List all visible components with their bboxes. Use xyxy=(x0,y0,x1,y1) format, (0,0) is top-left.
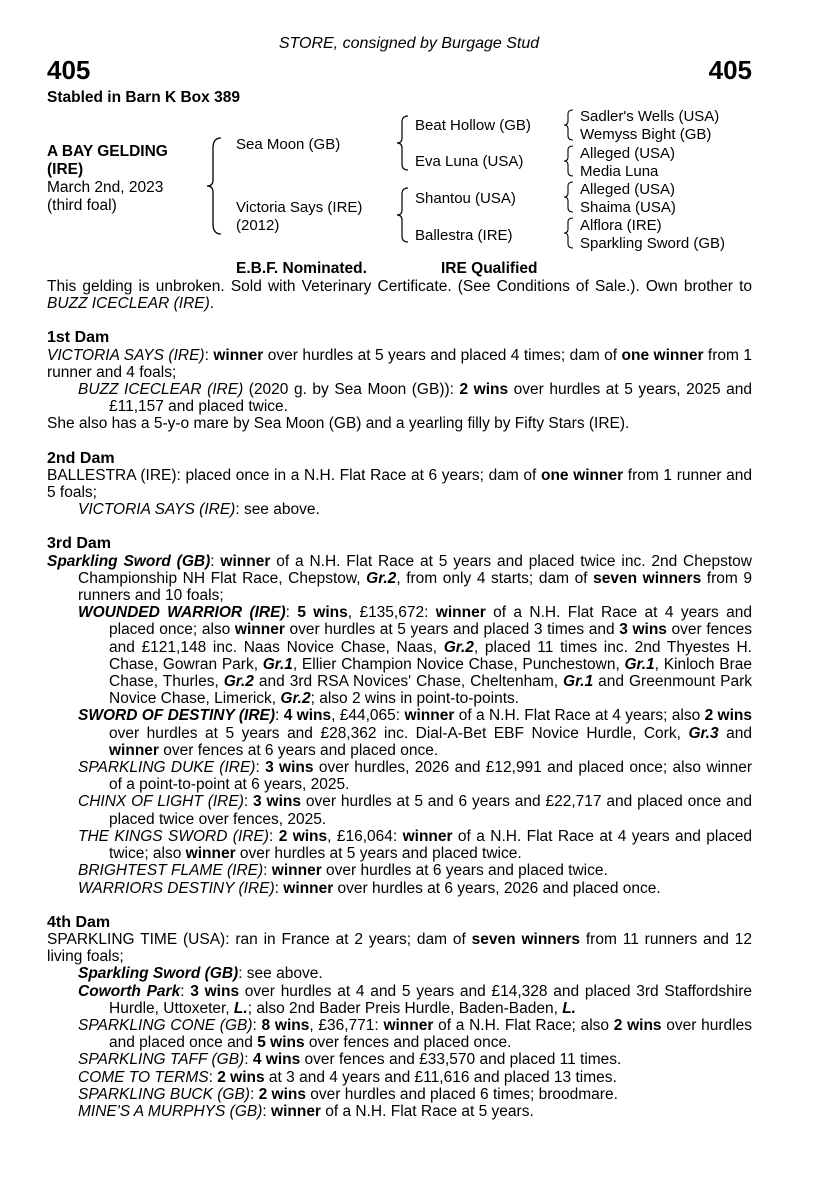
text-run: winner xyxy=(283,879,334,897)
text-run: VICTORIA SAYS (IRE) xyxy=(47,346,205,364)
horse-description xyxy=(47,143,168,215)
pedigree-sire-dam: Eva Luna (USA) xyxy=(415,153,524,170)
pedigree-brace-g1 xyxy=(563,108,575,142)
text-run: WOUNDED WARRIOR (IRE) xyxy=(78,604,286,622)
pedigree-g2: Wemyss Bight (GB) xyxy=(580,126,712,143)
text-run: , £135,672: xyxy=(347,604,436,622)
text-run: Gr.1 xyxy=(563,673,594,691)
text-run: : xyxy=(263,862,272,880)
dam4-entry xyxy=(47,931,752,965)
text-run: over hurdles at 5 years and £28,362 inc. Dial-A-Bet EBF Novice Hurdle, Cork, xyxy=(109,724,689,742)
text-run: of a N.H. Flat Race at 5 years and placed twice inc. 2nd Chepstow Championship NH Flat Race, Chepstow, xyxy=(78,552,752,587)
text-run: from 1 runner and 4 foals; xyxy=(47,346,752,381)
text-run: ; also 2 wins in point-to-points. xyxy=(310,690,520,708)
text-run: : xyxy=(249,1085,259,1103)
text-run: winner xyxy=(234,621,285,639)
text-run: . xyxy=(209,295,215,313)
text-run: from 9 runners and 10 foals; xyxy=(78,569,753,605)
dam4-produce-mines-a-murphys xyxy=(47,1103,752,1120)
lot-number-left: 405 xyxy=(47,55,91,85)
text-run: MINE'S A MURPHYS (GB) xyxy=(78,1102,263,1120)
pedigree-dam-year: (2012) xyxy=(236,217,280,234)
dam4-produce-come-to-terms xyxy=(47,1069,752,1086)
text-run: one winner xyxy=(541,466,624,484)
dam3-produce-brightest-flame xyxy=(47,862,752,879)
dam1-other-produce: She also has a 5-y-o mare by Sea Moon (GB) and a yearling filly by Fifty Stars (IRE). xyxy=(47,415,630,433)
text-run: winner xyxy=(213,346,264,364)
pedigree-brace-g3 xyxy=(563,180,575,214)
text-run: WARRIORS DESTINY (IRE) xyxy=(78,879,275,897)
dam2-produce xyxy=(47,501,752,518)
dam3-produce-sparkling-duke xyxy=(47,759,752,793)
text-run: winner xyxy=(402,827,453,845)
text-run: Sparkling Sword (GB) xyxy=(78,965,239,983)
text-run: over hurdles at 5 years and placed 4 times; dam of xyxy=(263,346,622,364)
ire-flag: IRE Qualified xyxy=(441,260,538,277)
text-run: from 11 runners and 12 living foals; xyxy=(47,930,753,966)
text-run: over fences and £33,570 and placed 11 times. xyxy=(300,1051,622,1069)
text-run: This gelding is unbroken. Sold with Veterinary Certificate. (See Conditions of Sale.). Own brother to xyxy=(47,278,752,295)
text-run: winner xyxy=(404,707,455,725)
pedigree-g1: Sadler's Wells (USA) xyxy=(580,108,720,125)
text-run: over hurdles at 6 years, 2026 and placed once. xyxy=(333,879,661,897)
dam4-produce-sparkling-sword xyxy=(47,965,752,982)
text-run: of a N.H. Flat Race at 4 years and placed twice; also xyxy=(109,827,752,863)
pedigree-g8: Sparkling Sword (GB) xyxy=(580,235,726,252)
dam4-produce-sparkling-taff xyxy=(47,1051,752,1068)
text-run: over hurdles at 5 and 6 years and £22,717 and placed once and placed twice over fences, 2025. xyxy=(109,793,752,828)
text-run: winner xyxy=(185,845,236,863)
text-run: seven winners xyxy=(593,569,702,587)
text-run: Gr.1 xyxy=(624,655,655,673)
text-run: of a N.H. Flat Race at 4 years; also xyxy=(454,707,705,725)
section-heading-dam2: 2nd Dam xyxy=(47,449,115,467)
text-run: over hurdles at 6 years and placed twice. xyxy=(321,862,608,880)
text-run: Gr.3 xyxy=(688,724,719,742)
text-run: : xyxy=(262,1102,272,1120)
text-run: : xyxy=(204,346,214,364)
text-run: : xyxy=(268,827,279,845)
pedigree-g4: Media Luna xyxy=(580,163,659,180)
horse-name: A BAY GELDING xyxy=(47,143,168,160)
text-run: Gr.2 xyxy=(223,673,254,691)
text-run: and Greenmount Park Novice Chase, Limerick, xyxy=(109,673,752,708)
text-run: 2 wins xyxy=(258,1085,306,1103)
text-run: COME TO TERMS xyxy=(78,1068,209,1086)
text-run: over hurdles at 5 years and placed 3 times and xyxy=(284,621,620,639)
dam1-produce xyxy=(47,381,752,415)
pedigree-g7: Alflora (IRE) xyxy=(580,217,662,234)
intro-text xyxy=(47,278,752,312)
text-run: : xyxy=(285,604,298,622)
text-run: seven winners xyxy=(471,930,581,948)
text-run: BUZZ ICECLEAR (IRE) xyxy=(47,295,210,313)
text-run: over hurdles at 5 years and placed twice. xyxy=(235,845,522,863)
text-run: over hurdles, 2026 and £12,991 and placed once; also winner of a point-to-point at 6 years, 2025. xyxy=(109,759,752,794)
text-run: over fences and £121,148 inc. Naas Novice Chase, Naas, xyxy=(109,621,752,656)
text-run: , £36,771: xyxy=(309,1016,384,1034)
text-run: one winner xyxy=(621,346,704,364)
text-run: : see above. xyxy=(235,501,320,519)
consignor-line: STORE, consigned by Burgage Stud xyxy=(278,35,540,52)
pedigree-g6: Shaima (USA) xyxy=(580,199,676,216)
pedigree-dam-sire: Shantou (USA) xyxy=(415,190,516,207)
dam3-produce-the-kings-sword xyxy=(47,828,752,862)
text-run: 5 wins xyxy=(297,604,348,622)
text-run: , £44,065: xyxy=(331,707,405,725)
text-run: : xyxy=(252,1016,262,1034)
text-run: BALLESTRA (IRE): placed once in a N.H. Flat Race at 6 years; dam of xyxy=(47,466,541,484)
text-run: winner xyxy=(220,552,271,570)
text-run: : xyxy=(275,707,284,725)
text-run: VICTORIA SAYS (IRE) xyxy=(78,501,236,519)
text-run: , placed 11 times inc. 2nd Thyestes H. Chase, Gowran Park, xyxy=(109,638,752,673)
section-heading-dam4: 4th Dam xyxy=(47,913,111,931)
text-run: of a N.H. Flat Race; also xyxy=(433,1016,614,1034)
text-run: from 1 runner and 5 foals; xyxy=(47,466,753,502)
text-run: at 3 and 4 years and £11,616 and placed 13 times. xyxy=(264,1068,617,1086)
lot-number-right: 405 xyxy=(708,55,752,85)
text-run: 5 wins xyxy=(257,1034,305,1052)
text-run: : see above. xyxy=(238,965,323,983)
text-run: , from only 4 starts; dam of xyxy=(396,569,594,587)
text-run: over hurdles at 5 years, 2025 and £11,157 and placed twice. xyxy=(109,381,752,416)
pedigree-g3: Alleged (USA) xyxy=(580,145,676,162)
text-run: of a N.H. Flat Race at 5 years. xyxy=(320,1102,534,1120)
text-run: : xyxy=(180,982,191,1000)
text-run: Gr.2 xyxy=(280,690,311,708)
text-run: 8 wins xyxy=(261,1016,310,1034)
dam2-entry xyxy=(47,467,752,501)
pedigree-dam: Victoria Says (IRE) xyxy=(236,199,363,216)
text-run: CHINX OF LIGHT (IRE) xyxy=(78,793,244,811)
text-run: winner xyxy=(271,1102,321,1120)
text-run: winner xyxy=(435,604,486,622)
text-run: 2 wins xyxy=(613,1016,662,1034)
text-run: winner xyxy=(271,862,322,880)
dam3-produce-chinx-of-light xyxy=(47,793,752,827)
text-run: over fences at 6 years and placed once. xyxy=(158,741,439,759)
section-heading-dam1: 1st Dam xyxy=(47,329,110,347)
foaling-date: March 2nd, 2023 xyxy=(47,179,164,196)
text-run: : xyxy=(255,759,266,777)
dam4-produce-sparkling-cone xyxy=(47,1017,752,1051)
pedigree-sire-sire: Beat Hollow (GB) xyxy=(415,117,531,134)
text-run: 3 wins xyxy=(619,621,667,639)
text-run: 4 wins xyxy=(283,707,332,725)
text-run: 3 wins xyxy=(253,793,301,811)
section-heading-dam3: 3rd Dam xyxy=(47,535,112,553)
text-run: : xyxy=(208,1068,218,1086)
text-run: 4 wins xyxy=(252,1051,301,1069)
dam1-entry xyxy=(47,347,752,381)
text-run: SPARKLING BUCK (GB) xyxy=(78,1085,250,1103)
text-run: Gr.2 xyxy=(366,569,397,587)
pedigree-brace-sire xyxy=(396,114,410,172)
dam4-produce-sparkling-buck xyxy=(47,1086,752,1103)
pedigree-dam-dam: Ballestra (IRE) xyxy=(415,227,513,244)
text-run: 3 wins xyxy=(265,759,314,777)
text-run: over hurdles and placed 6 times; broodmare. xyxy=(305,1085,618,1103)
text-run: BUZZ ICECLEAR (IRE) xyxy=(78,381,244,399)
pedigree-brace-g4 xyxy=(563,216,575,250)
text-run: Sparkling Sword (GB) xyxy=(47,552,211,570)
pedigree-brace-g2 xyxy=(563,144,575,178)
foal-note: (third foal) xyxy=(47,197,117,214)
text-run: of a N.H. Flat Race at 4 years and placed once; also xyxy=(109,604,752,639)
text-run: winner xyxy=(109,741,159,759)
pedigree-brace-main xyxy=(205,136,225,236)
dam3-entry xyxy=(47,553,752,605)
text-run: 2 wins xyxy=(217,1068,265,1086)
dam3-produce-warriors-destiny xyxy=(47,880,752,897)
text-run: over hurdles and placed once and xyxy=(109,1016,752,1052)
text-run: Gr.1 xyxy=(262,655,293,673)
catalogue-body xyxy=(47,278,752,1120)
horse-country: (IRE) xyxy=(47,161,84,178)
text-run: SPARKLING CONE (GB) xyxy=(78,1016,253,1034)
text-run: THE KINGS SWORD (IRE) xyxy=(78,827,269,845)
text-run: and 3rd RSA Novices' Chase, Cheltenham, xyxy=(253,673,564,691)
stabling-info: Stabled in Barn K Box 389 xyxy=(47,89,240,106)
pedigree-g5: Alleged (USA) xyxy=(580,181,676,198)
dam4-produce-coworth-park xyxy=(47,983,752,1017)
text-run: SPARKLING DUKE (IRE) xyxy=(78,759,256,777)
text-run: 3 wins xyxy=(190,982,240,1000)
text-run: over fences and placed once. xyxy=(304,1034,512,1052)
text-run: , Kinloch Brae Chase, Thurles, xyxy=(109,655,752,691)
text-run: : xyxy=(244,1051,253,1069)
pedigree-sire: Sea Moon (GB) xyxy=(236,136,341,153)
text-run: : xyxy=(210,552,221,570)
text-run: 2 wins xyxy=(704,707,752,725)
text-run: SWORD OF DESTINY (IRE) xyxy=(78,707,276,725)
text-run: winner xyxy=(383,1016,434,1034)
text-run: : xyxy=(274,879,284,897)
dam3-produce-sword-of-destiny xyxy=(47,707,752,759)
text-run: (2020 g. by Sea Moon (GB)): xyxy=(243,381,460,399)
text-run: and xyxy=(718,724,752,742)
text-run: , Ellier Champion Novice Chase, Punchestown, xyxy=(292,655,625,673)
ebf-flag: E.B.F. Nominated. xyxy=(236,260,367,277)
text-run: over hurdles at 4 and 5 years and £14,328 and placed 3rd Staffordshire Hurdle, Uttoxeter, xyxy=(109,982,752,1017)
text-run: L. xyxy=(233,999,248,1017)
text-run: : xyxy=(243,793,254,811)
pedigree-brace-dam xyxy=(396,186,410,244)
dam3-produce-wounded-warrior xyxy=(47,604,752,707)
text-run: L. xyxy=(562,999,576,1017)
text-run: Coworth Park xyxy=(78,982,181,1000)
text-run: 2 wins xyxy=(459,381,509,399)
text-run: Gr.2 xyxy=(443,638,474,656)
text-run: SPARKLING TAFF (GB) xyxy=(78,1051,245,1069)
text-run: ; also 2nd Bader Preis Hurdle, Baden-Baden, xyxy=(247,999,563,1017)
text-run: BRIGHTEST FLAME (IRE) xyxy=(78,862,264,880)
text-run: 2 wins xyxy=(278,827,328,845)
text-run: SPARKLING TIME (USA): ran in France at 2 years; dam of xyxy=(47,930,472,948)
text-run: , £16,064: xyxy=(327,827,403,845)
